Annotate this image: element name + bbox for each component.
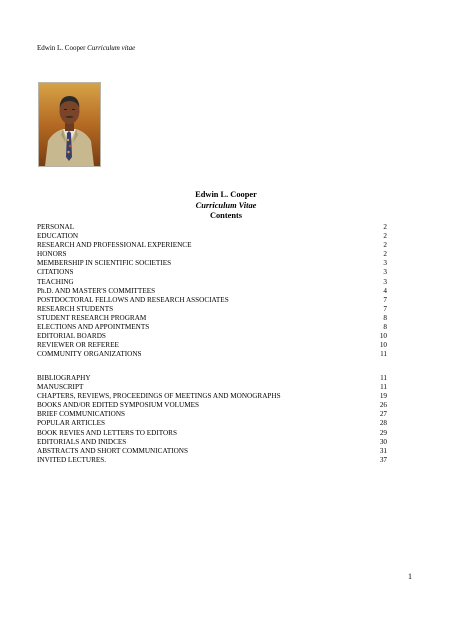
toc-entry[interactable]: CITATIONS 3 [37, 268, 387, 277]
cv-subtitle: Curriculum Vitae [195, 200, 257, 210]
toc-entry[interactable]: CHAPTERS, REVIEWS, PROCEEDINGS OF MEETINGS AND MONOGRAPHS 19 [37, 392, 387, 401]
toc-list-bibliography [37, 374, 387, 465]
toc-list-main [37, 223, 387, 359]
toc-entry[interactable]: BOOKS AND/OR EDITED SYMPOSIUM VOLUMES 26 [37, 401, 387, 410]
contents-heading: Contents [209, 211, 243, 220]
toc-entry[interactable]: INVITED LECTURES. 37 [37, 455, 387, 464]
toc-entry[interactable]: COMMUNITY ORGANIZATIONS 11 [37, 350, 387, 359]
toc-entry[interactable]: EDITORIAL BOARDS 10 [37, 332, 387, 341]
toc-entry[interactable]: RESEARCH AND PROFESSIONAL EXPERIENCE 2 [37, 241, 387, 250]
toc-entry[interactable]: BOOK REVIES AND LETTERS TO EDITORS 29 [37, 428, 387, 437]
cv-name: Edwin L. Cooper [195, 190, 257, 199]
toc-entry[interactable]: TEACHING 3 [37, 277, 387, 286]
page-number: 1 [408, 572, 412, 581]
toc-entry[interactable]: EDUCATION 2 [37, 232, 387, 241]
running-header [37, 44, 135, 52]
toc-entry[interactable]: MANUSCRIPT 11 [37, 383, 387, 392]
header-doc-type: Curriculum vitae [87, 44, 136, 52]
toc-entry[interactable]: POSTDOCTORAL FELLOWS AND RESEARCH ASSOCIATES 7 [37, 295, 387, 304]
header-name: Edwin L. Cooper [37, 44, 86, 52]
toc-entry[interactable]: RESEARCH STUDENTS 7 [37, 304, 387, 313]
toc-entry[interactable]: EDITORIALS AND INIDCES 30 [37, 437, 387, 446]
portrait-photo [38, 82, 101, 167]
portrait-image [39, 83, 100, 166]
toc-entry[interactable]: BIBLIOGRAPHY 11 [37, 374, 387, 382]
title-block [0, 190, 452, 222]
toc-entry[interactable]: STUDENT RESEARCH PROGRAM 8 [37, 313, 387, 322]
toc-entry[interactable]: ELECTIONS AND APPOINTMENTS 8 [37, 323, 387, 332]
toc-entry[interactable]: Ph.D. AND MASTER'S COMMITTEES 4 [37, 286, 387, 295]
toc-entry[interactable]: MEMBERSHIP IN SCIENTIFIC SOCIETIES 3 [37, 259, 387, 268]
toc-entry[interactable]: REVIEWER OR REFEREE 10 [37, 341, 387, 350]
toc-entry[interactable]: ABSTRACTS AND SHORT COMMUNICATIONS 31 [37, 446, 387, 455]
toc-entry[interactable]: BRIEF COMMUNICATIONS 27 [37, 410, 387, 419]
toc-entry[interactable]: HONORS 2 [37, 250, 387, 259]
toc-entry[interactable]: PERSONAL 2 [37, 223, 387, 231]
toc-entry[interactable]: POPULAR ARTICLES 28 [37, 419, 387, 428]
